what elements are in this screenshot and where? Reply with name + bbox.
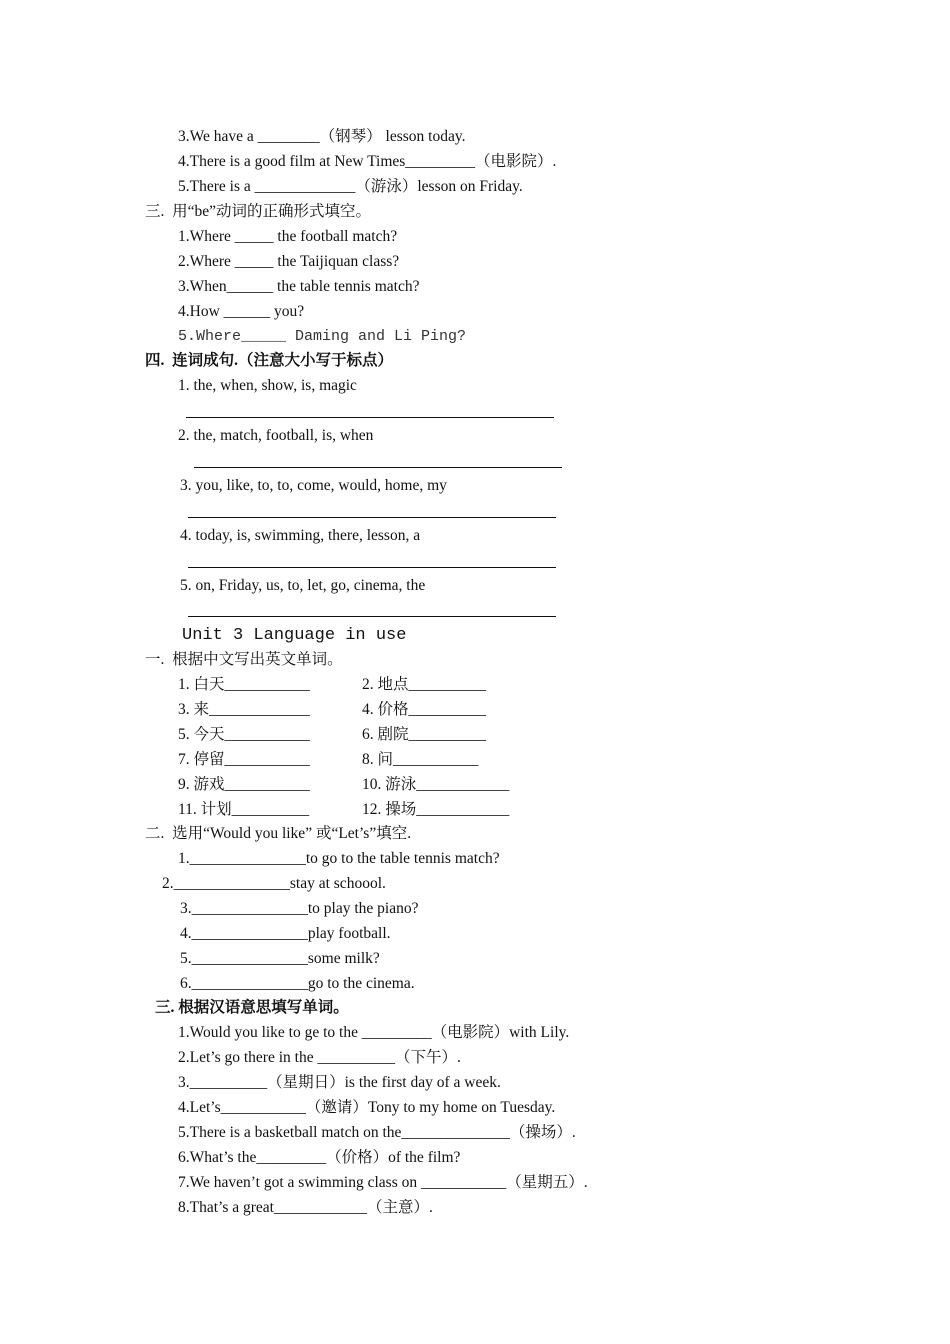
exercise-item: 4._______________play football. <box>180 925 391 942</box>
answer-line[interactable] <box>188 616 556 617</box>
exercise-item: 2.Let’s go there in the __________（下午）. <box>178 1049 461 1066</box>
unit-title: Unit 3 Language in use <box>182 626 407 645</box>
vocab-item: 3. 来_____________ <box>178 701 310 718</box>
exercise-item: 7.We haven’t got a swimming class on ___________（星期五）. <box>178 1174 588 1191</box>
vocab-item: 7. 停留___________ <box>178 751 310 768</box>
exercise-item: 3.__________（星期日）is the first day of a week. <box>178 1074 501 1091</box>
answer-line[interactable] <box>194 467 562 468</box>
section-heading: 三. 用“be”动词的正确形式填空。 <box>145 203 372 220</box>
exercise-item: 6.What’s the_________（价格）of the film? <box>178 1149 461 1166</box>
exercise-item: 3. you, like, to, to, come, would, home, my <box>180 477 447 494</box>
vocab-item: 5. 今天___________ <box>178 726 310 743</box>
exercise-item: 8.That’s a great____________（主意）. <box>178 1199 433 1216</box>
vocab-item: 12. 操场____________ <box>362 801 510 818</box>
vocab-item: 10. 游泳____________ <box>362 776 510 793</box>
exercise-item: 1.Would you like to ge to the _________（电影院）with Lily. <box>178 1024 570 1041</box>
exercise-item: 5. on, Friday, us, to, let, go, cinema, the <box>180 577 426 594</box>
exercise-item: 2. the, match, football, is, when <box>178 427 374 444</box>
exercise-item: 2.Where _____ the Taijiquan class? <box>178 253 400 270</box>
vocab-item: 2. 地点__________ <box>362 676 487 693</box>
vocab-item: 9. 游戏___________ <box>178 776 310 793</box>
vocab-item: 1. 白天___________ <box>178 676 310 693</box>
vocab-item: 8. 问___________ <box>362 751 479 768</box>
section-heading: 二. 选用“Would you like” 或“Let’s”填空. <box>145 825 412 842</box>
exercise-item: 1._______________to go to the table tennis match? <box>178 850 500 867</box>
vocab-item: 11. 计划__________ <box>178 801 310 818</box>
answer-line[interactable] <box>188 517 556 518</box>
exercise-item: 2._______________stay at schoool. <box>162 875 386 892</box>
section-heading: 三. 根据汉语意思填写单词。 <box>155 999 349 1016</box>
exercise-item: 3._______________to play the piano? <box>180 900 419 917</box>
exercise-item: 6._______________go to the cinema. <box>180 975 415 992</box>
vocab-item: 4. 价格__________ <box>362 701 487 718</box>
vocab-item: 6. 剧院__________ <box>362 726 487 743</box>
answer-line[interactable] <box>188 567 556 568</box>
section-heading: 一. 根据中文写出英文单词。 <box>145 651 343 668</box>
exercise-item: 1.Where _____ the football match? <box>178 228 398 245</box>
exercise-item: 5.There is a basketball match on the______________（操场）. <box>178 1124 576 1141</box>
exercise-item: 4.There is a good film at New Times_________（电影院）. <box>178 153 557 170</box>
exercise-item: 5._______________some milk? <box>180 950 380 967</box>
exercise-item: 3.We have a ________（钢琴） lesson today. <box>178 128 466 145</box>
exercise-item: 4. today, is, swimming, there, lesson, a <box>180 527 421 544</box>
exercise-item: 5.Where_____ Daming and Li Ping? <box>178 328 467 345</box>
exercise-item: 4.Let’s___________（邀请）Tony to my home on Tuesday. <box>178 1099 556 1116</box>
exercise-item: 4.How ______ you? <box>178 303 305 320</box>
section-heading: 四. 连词成句.（注意大小写于标点） <box>145 352 394 369</box>
answer-line[interactable] <box>186 417 554 418</box>
exercise-item: 3.When______ the table tennis match? <box>178 278 420 295</box>
exercise-item: 5.There is a _____________（游泳）lesson on Friday. <box>178 178 523 195</box>
exercise-item: 1. the, when, show, is, magic <box>178 377 357 394</box>
